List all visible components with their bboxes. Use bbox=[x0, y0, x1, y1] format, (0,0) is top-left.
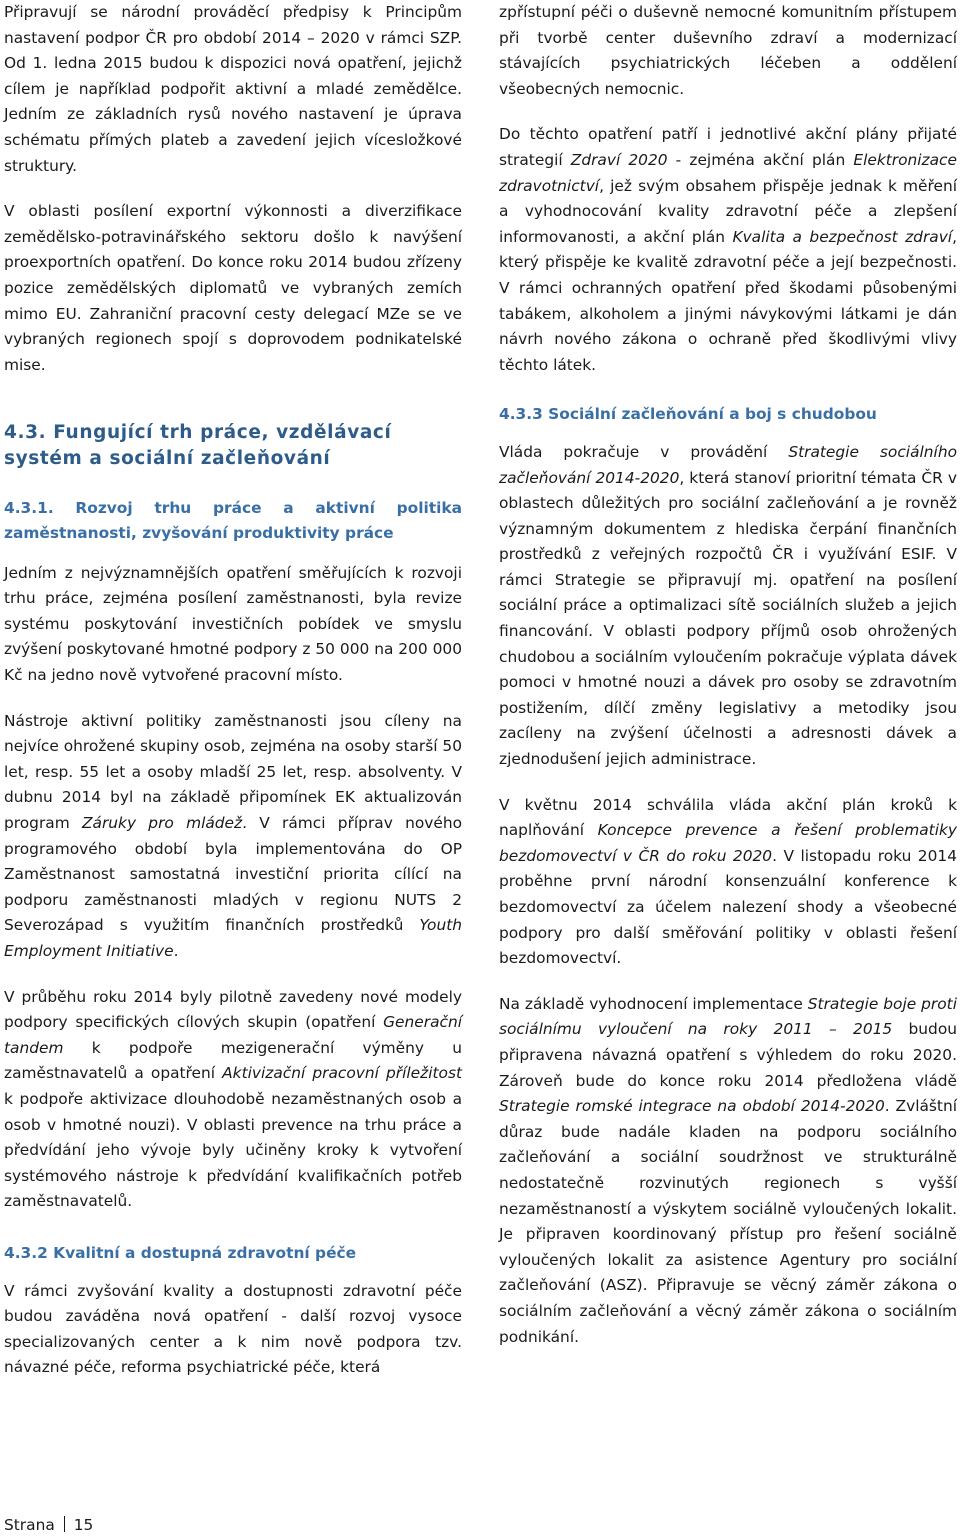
paragraph: Na základě vyhodnocení implementace Strategie boje proti sociálnímu vyloučení na roky 2011 – 2015 budou připravena návazná opatření s výhledem do roku 2020. Zároveň bude do konce roku 2014 předložena vládě Strategie romské integrace na období 2014-2020. Zvláštní důraz bude nadále kladen na podporu sociálního začleňování a sociální soudržnost ve strukturálně nedostatečně rozvinutých regionech s vyšší nezaměstnaností a výskytem sociálně vyloučených lokalit. Je připraven koordinovaný přístup pro řešení sociálně vyloučených lokalit za asistence Agentury pro sociální začleňování (ASZ). Připravuje se věcný záměr zákona o sociálním začleňování a věcný záměr zákona o sociálním podnikání. bbox=[499, 994, 957, 1346]
paragraph: Nástroje aktivní politiky zaměstnanosti jsou cíleny na nejvíce ohrožené skupiny osob, zejména na osoby starší 50 let, resp. 55 let a osoby mladší 25 let, resp. absolventy. V dubnu 2014 byl na základě připomínek EK aktualizován program Záruky pro mládež. V rámci příprav nového programového období byla implementována do OP Zaměstnanost samostatná investiční priorita cílící na podporu zaměstnanosti mladých v regionu NUTS 2 Severozápad s využitím finančních prostředků Youth Employment Initiative. bbox=[4, 711, 463, 960]
subsection-heading: 4.3.3 Sociální začleňování a boj s chudobou bbox=[499, 405, 877, 424]
subsection-heading: 4.3.2 Kvalitní a dostupná zdravotní péče bbox=[4, 1243, 357, 1262]
paragraph: Vláda pokračuje v provádění Strategie sociálního začleňování 2014-2020, která stanoví prioritní témata ČR v oblastech důležitých pro sociální začleňování a je rovněž významným dokumentem z hlediska čerpání finančních prostředků z veřejných rozpočtů ČR i využívání ESIF. V rámci Strategie se připravují mj. opatření na posílení sociální práce a optimalizaci sítě sociálních služeb a jejich financování. V oblasti podpory příjmů osob ohrožených chudobou a sociálním vyloučením pokračuje výplata dávek pomoci v hmotné nouzi a dávek pro osoby se zdravotním postižením, dílčí změny legislativy a metodiky jsou zacíleny na zvýšení účelnosti a adresnosti dávek a zjednodušení jejich administrace. bbox=[499, 442, 957, 769]
left-column bbox=[4, 0, 462, 1381]
page-label: Strana bbox=[4, 1516, 55, 1534]
paragraph: Do těchto opatření patří i jednotlivé akční plány přijaté strategií Zdraví 2020 - zejména akční plán Elektronizace zdravotnictví, jež svým obsahem přispěje jednak k měření a vyhodnocování kvality zdravotní péče a zlepšení informovanosti, a akční plán Kvalita a bezpečnost zdraví, který přispěje ke kvalitě zdravotní péče a její bezpečnosti. V rámci ochranných opatření před škodami působenými tabákem, alkoholem a jinými návykovými látkami je dán návrh nového zákona o ochraně před škodlivými vlivy těchto látek. bbox=[499, 125, 957, 374]
right-column bbox=[499, 0, 957, 1350]
footer-divider bbox=[64, 1516, 65, 1532]
paragraph: Připravují se národní prováděcí předpisy k Principům nastavení podpor ČR pro období 2014 – 2020 v rámci SZP. Od 1. ledna 2015 budou k dispozici nová opatření, jejichž cílem je například podpořit aktivní a mladé zemědělce. Jedním ze základních rysů nového nastavení je úprava schématu přímých plateb a zavedení jejich vícesložkové struktury. bbox=[4, 3, 462, 175]
page-number: 15 bbox=[73, 1516, 94, 1534]
section-heading: 4.3. Fungující trh práce, vzdělávací systém a sociální začleňování bbox=[4, 422, 392, 469]
paragraph: V oblasti posílení exportní výkonnosti a diverzifikace zemědělsko-potravinářského sektoru došlo k navýšení proexportních opatření. Do konce roku 2014 budou zřízeny pozice zemědělských diplomatů ve vybraných zemích mimo EU. Zahraniční pracovní cesty delegací MZe se ve vybraných regionech spojí s doprovodem podnikatelské mise. bbox=[4, 202, 462, 374]
paragraph: V rámci zvyšování kvality a dostupnosti zdravotní péče budou zaváděna nová opatření - další rozvoj vysoce specializovaných center a k nim nově podpora tzv. návazné péče, reforma psychiatrické péče, která bbox=[4, 1281, 462, 1377]
page-footer bbox=[4, 1513, 93, 1537]
subsection-heading: 4.3.1. Rozvoj trhu práce a aktivní politika zaměstnanosti, zvyšování produktivity práce bbox=[4, 498, 462, 543]
paragraph: V květnu 2014 schválila vláda akční plán kroků k naplňování Koncepce prevence a řešení problematiky bezdomovectví v ČR do roku 2020. V listopadu roku 2014 proběhne první národní konsenzuální konference k bezdomovectví za účelem nalezení shody a všeobecné podpory pro další směřování politiky v oblasti řešení bezdomovectví. bbox=[499, 795, 957, 968]
paragraph: zpřístupní péči o duševně nemocné komunitním přístupem při tvorbě center duševního zdraví a modernizací stávajících psychiatrických léčeben a oddělení všeobecných nemocnic. bbox=[499, 3, 957, 98]
paragraph: Jedním z nejvýznamnějších opatření směřujících k rozvoji trhu práce, zejména posílení zaměstnanosti, byla revize systému poskytování investičních pobídek ve smyslu zvýšení poskytované hmotné podpory z 50 000 na 200 000 Kč na jedno nově vytvořené pracovní místo. bbox=[4, 563, 462, 685]
paragraph: V průběhu roku 2014 byly pilotně zavedeny nové modely podpory specifických cílových skupin (opatření Generační tandem k podpoře mezigenerační výměny u zaměstnavatelů a opatření Aktivizační pracovní příležitost k podpoře aktivizace dlouhodobě nezaměstnaných osob a osob v hmotné nouzi). V oblasti prevence na trhu práce a předvídání jeho vývoje byly učiněny kroky k vytvoření systémového nástroje k předvídání kvalifikačních potřeb zaměstnavatelů. bbox=[4, 987, 462, 1211]
